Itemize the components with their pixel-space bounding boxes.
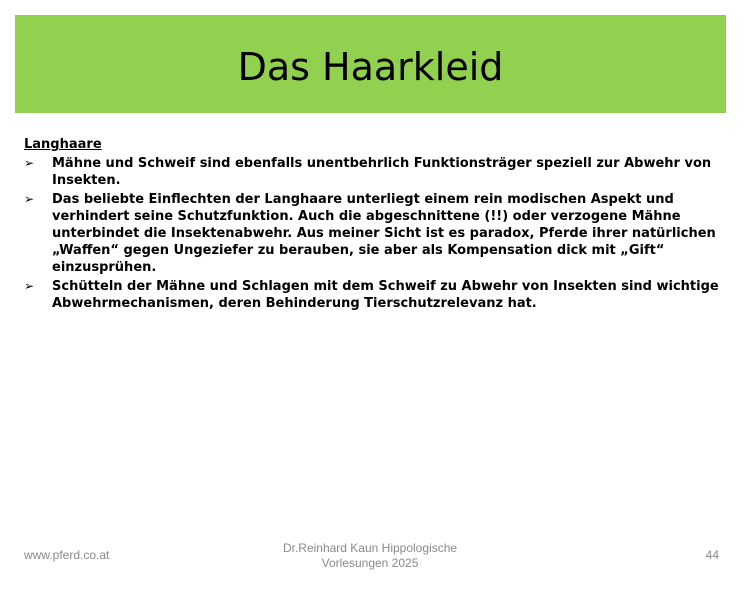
title-band: [15, 15, 726, 113]
footer-author: [240, 541, 500, 571]
bullet-item: [24, 278, 724, 312]
slide-title: Das Haarkleid: [237, 45, 504, 89]
page-number: 44: [705, 548, 719, 562]
arrow-bullet-icon: ➢: [24, 156, 35, 170]
footer-website: www.pferd.co.at: [24, 548, 110, 562]
bullet-item: [24, 155, 724, 189]
arrow-bullet-icon: ➢: [24, 279, 35, 293]
bullet-list: [24, 155, 724, 312]
arrow-bullet-icon: ➢: [24, 192, 35, 206]
bullet-text: Schütteln der Mähne und Schlagen mit dem Schweif zu Abwehr von Insekten sind wichtige Abwehrmechanismen, deren Behinderung Tierschutzrelevanz hat.: [52, 279, 719, 311]
footer-author-line1: Dr.Reinhard Kaun Hippologische: [282, 541, 458, 555]
slide-content: [24, 136, 724, 314]
bullet-text: Mähne und Schweif sind ebenfalls unentbehrlich Funktionsträger speziell zur Abwehr von Insekten.: [52, 156, 712, 188]
bullet-text: Das beliebte Einflechten der Langhaare unterliegt einem rein modischen Aspekt und verhindert seine Schutzfunktion. Auch die abgeschnittene (!!) oder verzogene Mähne unterbindet die Insektenabwehr. Aus meiner Sicht ist es paradox, Pferde ihrer natürlichen „Waffen“ gegen Ungeziefer zu berauben, sie aber als Kompensation dick mit „Gift“ einzusprühen.: [52, 192, 716, 275]
bullet-item: [24, 191, 724, 276]
section-heading: Langhaare: [24, 137, 102, 152]
footer-author-line2: Vorlesungen 2025: [321, 556, 419, 570]
